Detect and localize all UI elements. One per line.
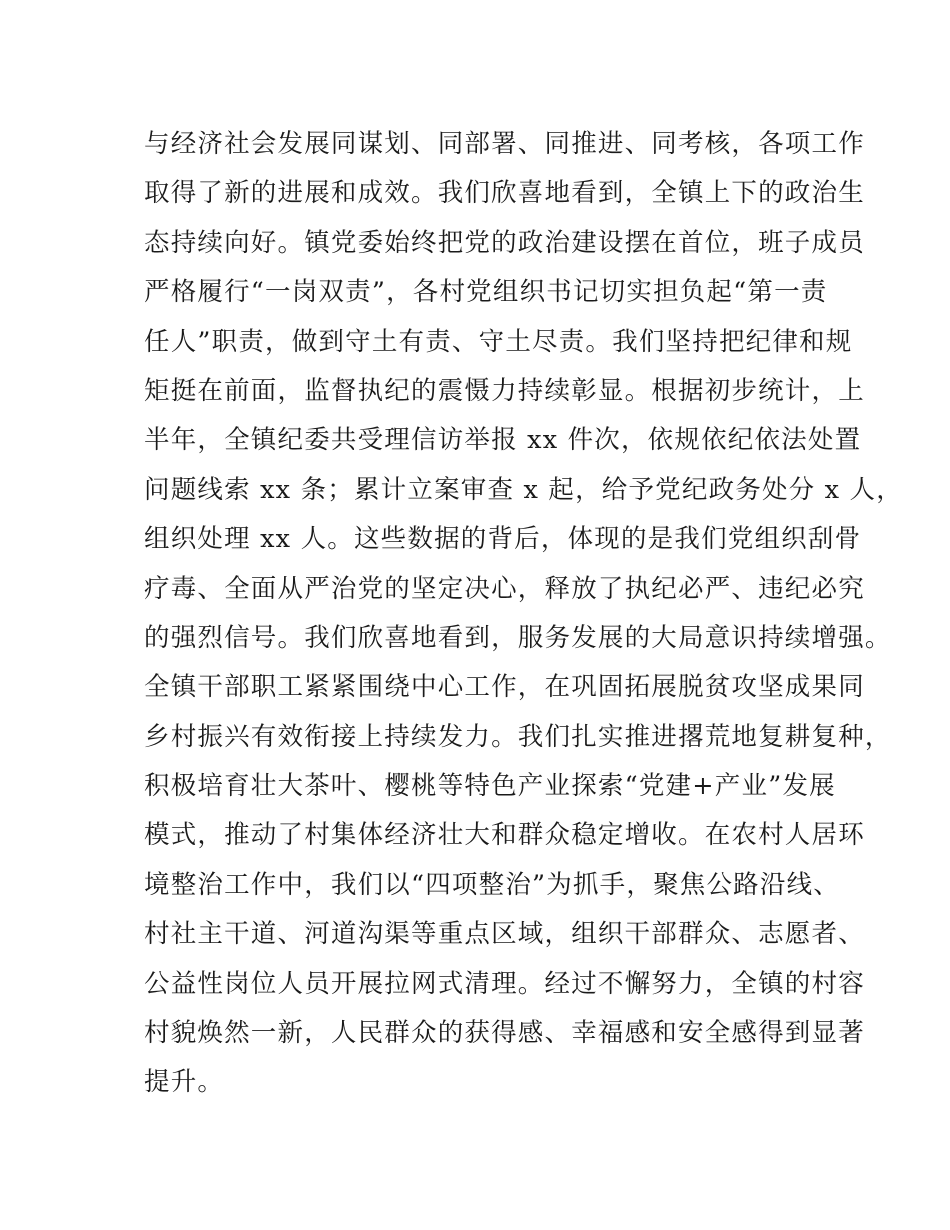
paragraph-line: 的强烈信号。我们欣喜地看到，服务发展的大局意识持续增强。: [144, 622, 892, 653]
paragraph-line: 严格履行“一岗双责”，各村党组织书记切实担负起“第一责: [144, 277, 828, 308]
paragraph-line: 态持续向好。镇党委始终把党的政治建设摆在首位，班子成员: [144, 227, 865, 258]
paragraph-line: 全镇干部职工紧紧围绕中心工作，在巩固拓展脱贫攻坚成果同: [144, 672, 865, 703]
paragraph-line: 矩挺在前面，监督执纪的震慑力持续彰显。根据初步统计，上: [144, 375, 865, 406]
paragraph-line: 村社主干道、河道沟渠等重点区域，组织干部群众、志愿者、: [144, 919, 865, 950]
paragraph-line: 积极培育壮大茶叶、樱桃等特色产业探索“党建+产业”发展: [144, 771, 836, 802]
paragraph-line: 组织处理 xx 人。这些数据的背后，体现的是我们党组织刮骨: [144, 524, 862, 555]
body-paragraph: [144, 124, 903, 1112]
paragraph-line: 公益性岗位人员开展拉网式清理。经过不懈努力，全镇的村容: [144, 968, 865, 999]
paragraph-line: 村貌焕然一新，人民群众的获得感、幸福感和安全感得到显著: [144, 1018, 865, 1049]
paragraph-line: 乡村振兴有效衔接上持续发力。我们扎实推进撂荒地复耕复种，: [144, 721, 892, 752]
paragraph-line: 问题线索 xx 条；累计立案审查 x 起，给予党纪政务处分 x 人，: [144, 474, 903, 505]
paragraph-line: 半年，全镇纪委共受理信访举报 xx 件次，依规依纪依法处置: [144, 425, 862, 456]
paragraph-line: 取得了新的进展和成效。我们欣喜地看到，全镇上下的政治生: [144, 178, 865, 209]
paragraph-line: 境整治工作中，我们以“四项整治”为抓手，聚焦公路沿线、: [144, 869, 840, 900]
paragraph-line: 模式，推动了村集体经济壮大和群众稳定增收。在农村人居环: [144, 820, 865, 851]
paragraph-line: 任人”职责，做到守土有责、守土尽责。我们坚持把纪律和规: [144, 326, 853, 357]
paragraph-line: 提升。: [144, 1067, 225, 1098]
paragraph-line: 与经济社会发展同谋划、同部署、同推进、同考核，各项工作: [144, 129, 865, 159]
paragraph-line: 疗毒、全面从严治党的坚定决心，释放了执纪必严、违纪必究: [144, 573, 865, 604]
